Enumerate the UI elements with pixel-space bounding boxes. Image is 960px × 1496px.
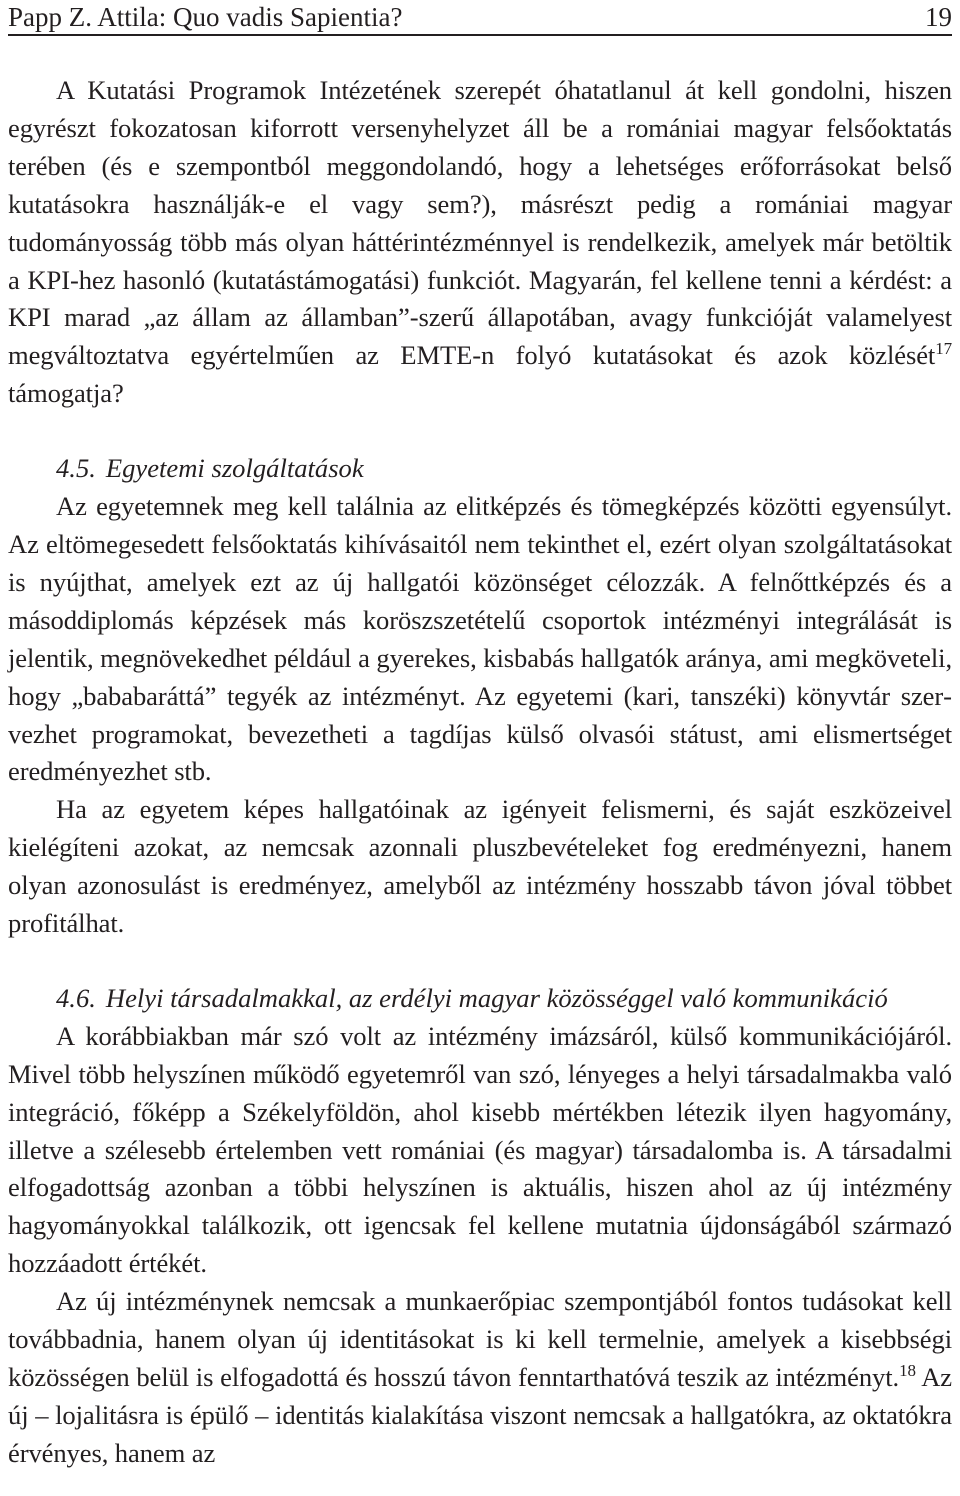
running-header bbox=[8, 0, 952, 36]
paragraph-communication-2-end: Az új – lojalitásra is épülő – identitás kialakítása viszont nemcsak a hallgatókra, az oktatókra érvényes, hanem az bbox=[8, 1362, 953, 1468]
page-number: 19 bbox=[925, 2, 952, 32]
document-page bbox=[8, 0, 952, 1496]
section-heading-4-6 bbox=[8, 943, 952, 1018]
footnote-marker-17[interactable]: 17 bbox=[935, 339, 952, 359]
section-heading-4-5 bbox=[8, 413, 952, 488]
section-title: Egyetemi szolgáltatások bbox=[105, 453, 364, 484]
paragraph-communication-2 bbox=[8, 1283, 952, 1473]
section-number: 4.6. bbox=[56, 982, 96, 1013]
paragraph-communication-2-text: Az új intézménynek nemcsak a munkaerőpiac szempontjából fontos tudásokat kell továbbadnia, hanem olyan új identitásokat is ki kell termelnie, amelyek a kisebbségi közösségen belül is elfogadottá és hosszú távon fenntarthatóvá teszik az intézményt. bbox=[8, 1286, 952, 1392]
paragraph-kpi bbox=[8, 72, 952, 413]
running-title: Papp Z. Attila: Quo vadis Sapientia? bbox=[8, 2, 403, 32]
paragraph-services-2: Ha az egyetem képes hallgatóinak az igényeit felismerni, és saját eszközeivel kielégíteni azokat, az nemcsak azonnali pluszbevételeket fog eredményezni, hanem olyan azonosulást is eredményez, amelyből az intézmény hosszabb távon jóval többet profitálhat. bbox=[8, 794, 952, 939]
body-text bbox=[8, 72, 952, 1473]
footnote-marker-18[interactable]: 18 bbox=[899, 1361, 916, 1381]
section-title: Helyi társadalmakkal, az erdélyi magyar közösséggel való kommunikáció bbox=[105, 982, 888, 1013]
paragraph-kpi-end: támogatja? bbox=[8, 378, 124, 409]
paragraph-kpi-text: A Kutatási Programok Intézetének szerepét óhatatlanul át kell gondolni, hiszen egyrészt fokozatosan kiforrott versenyhelyzet áll be a romániai magyar felsőoktatás terében (és e szempontból meggondolandó, hogy a lehetséges erőforrásokat belső kutatásokra használják-e el vagy sem?), másrészt pedig a romániai magyar tudományosság több más olyan háttérintézménnyel is rendelkezik, amelyek már betöltik a KPI-hez hasonló (kutatástámogatási) funkciót. Magyarán, fel kellene tenni a kérdést: a KPI marad „az állam az államban”-szerű állapotában, avagy funkcióját valamelyest megváltoztatva egyértelműen az EMTE-n folyó kutatásokat és azok közlését bbox=[8, 75, 952, 371]
paragraph-services-1: Az egyetemnek meg kell találnia az elitképzés és tömegképzés közötti egyensúlyt. Az eltömegesedett felsőoktatás kihívásaitól nem tekinthet el, ezért olyan szolgáltatásokat is nyújthat, amelyek ezt az új hallgatói közönséget célozzák. A felnőttképzés és a másoddiplomás képzések más koröszszetételű csoportok intézményi integrálását is jelentik, megnövekedhet például a gyerekes, kisbabás hallgatók aránya, ami megköveteli, hogy „bababaráttá” tegyék az intézményt. Az egyetemi (kari, tanszéki) könyvtár szervezhet programokat, bevezetheti a tagdíjas külső olvasói státust, ami elismertséget eredményezhet stb. bbox=[8, 491, 952, 787]
paragraph-communication-1: A korábbiakban már szó volt az intézmény imázsáról, külső kommunikációjáról. Mivel több helyszínen működő egyetemről van szó, lényeges a helyi társadalmakba való integráció, főképp a Székelyföldön, ahol kisebb mértékben létezik ilyen hagyomány, illetve a szélesebb értelemben vett romániai (és magyar) társadalomba is. A társadalmi elfogadottság azonban a többi helyszínen is aktuális, hiszen ahol az új intézmény hagyományokkal találkozik, ott igencsak fel kellene mutatnia újdonságából származó hozzáadott értékét. bbox=[8, 1020, 952, 1279]
section-number: 4.5. bbox=[56, 453, 96, 484]
